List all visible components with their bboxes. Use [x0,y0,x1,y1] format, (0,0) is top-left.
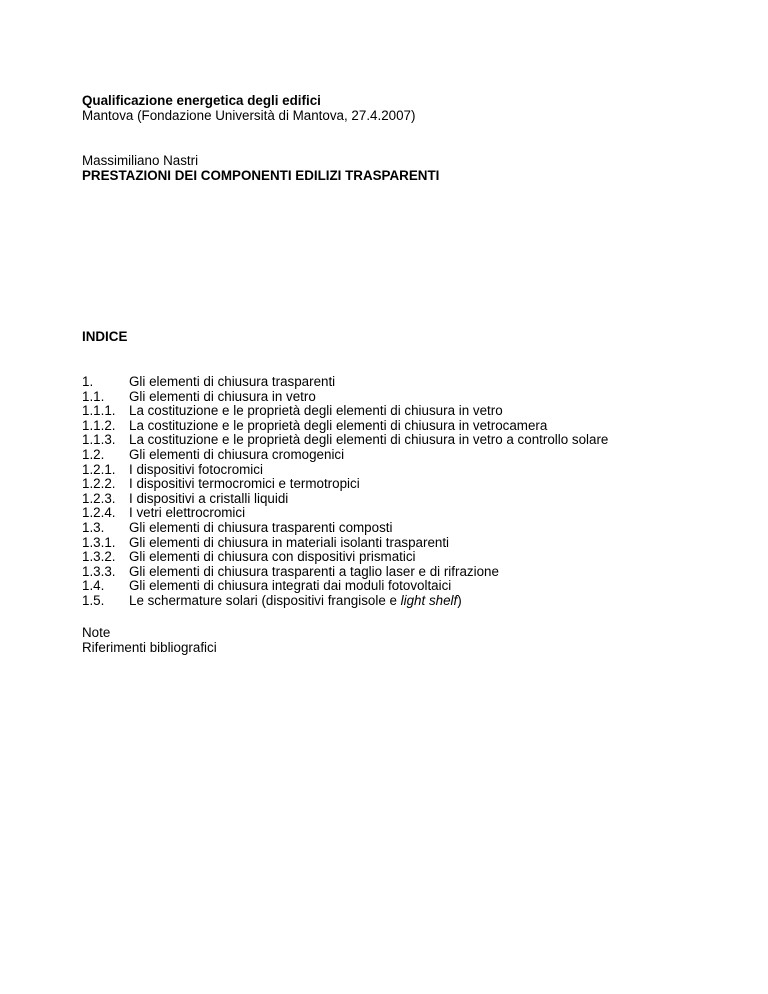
toc-item-title: Gli elementi di chiusura in materiali isolanti trasparenti [129,534,450,550]
toc-item-title [129,594,742,609]
toc-item-number: 1.4. [82,578,105,594]
toc-item-number: 1.1.1. [82,403,116,419]
toc-item [82,579,742,594]
toc-item-number: 1.3.1. [82,534,116,550]
toc-item [82,433,742,448]
toc-item [82,463,742,478]
toc-item-title: La costituzione e le proprietà degli elementi di chiusura in vetrocamera [129,417,548,433]
toc-item [82,477,742,492]
toc-item-number: 1.1.2. [82,417,116,433]
notes-label: Note [82,624,111,640]
toc-title-text-end: ) [457,592,462,608]
toc-item-number: 1.2.2. [82,476,116,492]
toc-item [82,536,742,551]
toc-item-title: Gli elementi di chiusura integrati dai moduli fotovoltaici [129,578,452,594]
toc-item-title: Gli elementi di chiusura cromogenici [129,446,345,462]
document-title: PRESTAZIONI DEI COMPONENTI EDILIZI TRASPARENTI [82,168,440,183]
toc-item-number: 1.2. [82,446,105,462]
event-title: Qualificazione energetica degli edifici [82,93,321,108]
toc-item-number: 1.1. [82,388,105,404]
author-name: Massimiliano Nastri [82,153,199,168]
toc-item [82,448,742,463]
toc-item-title: Gli elementi di chiusura in vetro [129,388,316,404]
toc-item [82,419,742,434]
references-label: Riferimenti bibliografici [82,639,217,655]
toc-item [82,492,742,507]
toc-item-title: Gli elementi di chiusura trasparenti [129,374,336,389]
index-heading: INDICE [82,329,128,344]
toc-title-italic: light shelf [400,592,458,608]
toc-item-title: I dispositivi a cristalli liquidi [129,490,289,506]
toc-item-number: 1.2.4. [82,505,116,521]
toc-item [82,521,742,536]
toc-item [82,594,742,609]
toc-item-number: 1.3. [82,519,105,535]
toc-item [82,375,742,390]
toc-item-number: 1.1.3. [82,432,116,448]
document-page [82,93,742,655]
toc-item [82,506,742,521]
toc-item-title: La costituzione e le proprietà degli elementi di chiusura in vetro [129,403,503,419]
toc-item-title: Gli elementi di chiusura trasparenti composti [129,519,393,535]
toc-item-number: 1.2.3. [82,490,116,506]
toc-item-title: Gli elementi di chiusura con dispositivi prismatici [129,549,416,565]
table-of-contents [82,375,742,609]
toc-item-title: I vetri elettrocromici [129,505,246,521]
toc-title-text: Le schermature solari (dispositivi frangisole e [129,592,401,608]
toc-item-number: 1.3.2. [82,549,116,565]
toc-item-number: 1. [82,374,94,389]
toc-item-number: 1.5. [82,592,105,608]
toc-item-title: I dispositivi termocromici e termotropici [129,476,360,492]
toc-item-title: Gli elementi di chiusura trasparenti a taglio laser e di rifrazione [129,563,499,579]
toc-item-number: 1.3.3. [82,563,116,579]
toc-item-number: 1.2.1. [82,461,116,477]
toc-item-title: La costituzione e le proprietà degli elementi di chiusura in vetro a controllo solare [129,432,609,448]
toc-item-title: I dispositivi fotocromici [129,461,263,477]
toc-item [82,404,742,419]
event-subtitle: Mantova (Fondazione Università di Mantova, 27.4.2007) [82,108,416,123]
toc-item [82,565,742,580]
toc-item [82,390,742,405]
toc-item [82,550,742,565]
